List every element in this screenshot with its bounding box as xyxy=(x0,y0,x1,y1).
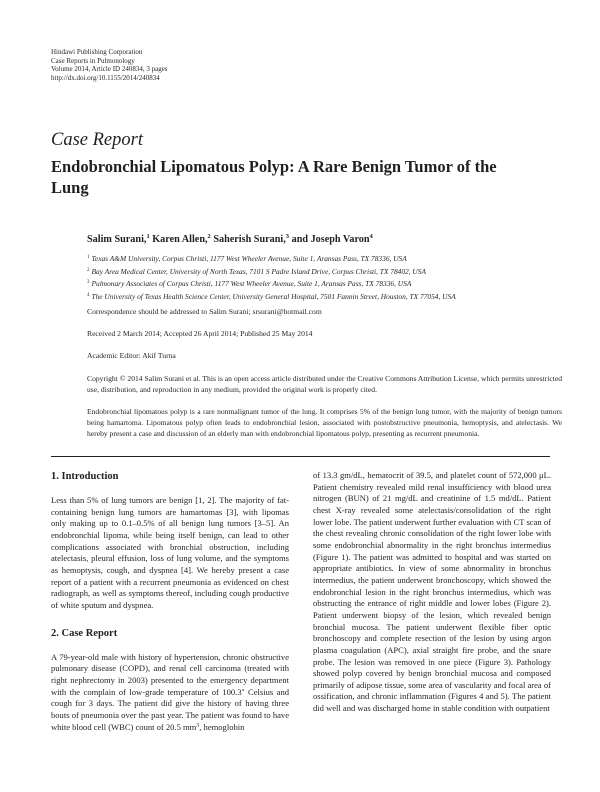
publication-dates: Received 2 March 2014; Accepted 26 April 2014; Published 25 May 2014 xyxy=(87,329,313,338)
journal-name: Case Reports in Pulmonology xyxy=(51,56,135,65)
correspondence-note: Correspondence should be addressed to Salim Surani; srsurani@hotmail.com xyxy=(87,307,322,316)
section-heading-introduction: 1. Introduction xyxy=(51,471,119,482)
author-name: Karen Allen, xyxy=(152,234,208,245)
author-name: Saherish Surani, xyxy=(213,234,286,245)
superscript-mark: 3 xyxy=(196,722,200,729)
case-report-continued: of 13.3 gm/dL, hematocrit of 39.5, and platelet count of 572,000 μL. Patient chemistry revealed mild renal insufficiency with blood urea nitrogen (BUN) of 21 mg/dL and creatinine of 1.5 md/dL. Patient chest X-ray revealed some atelectasis/consolidation of the right lower lobe. The patient underwent further evaluation with CT scan of the chest revealing chronic consolidation of the right lower lobe with some endobronchial abnormality in the right bronchus intermedius (Figure 1). The patient was admitted to hospital and was started on appropriate antibiotics. In view of some abnormality in bronchus intermedius, the patient underwent bronchoscopy, which showed the endobronchial lesion in the right bronchus intermedius, which was obstructing the entrance of right middle and lower lobes (Figure 2). Patient underwent biopsy of the lesion, which revealed benign bronchial mucosa. The patient underwent flexible fiber optic bronchoscopy and complete resection of the lesion by using argon plasma coagulation (APC), axial straight fire probe, and the snare probe. The lesion was removed in one piece (Figure 3). Pathology showed polyp covered by benign bronchial mucosa and composed primarily of adipose tissue, some area of vascularity and focal area of ossification, and chronic inflammation (Figures 4 and 5). The patient did well and was discharged home in stable condition with outpatient xyxy=(313,470,551,714)
author-affiliation-mark: 2 xyxy=(207,233,211,240)
volume-info: Volume 2014, Article ID 240834, 3 pages xyxy=(51,65,168,74)
affiliation-item xyxy=(87,252,557,265)
affiliation-number: 3 xyxy=(87,280,90,286)
section-heading-case-report: 2. Case Report xyxy=(51,627,118,639)
publisher-name: Hindawi Publishing Corporation xyxy=(51,48,143,56)
affiliation-list xyxy=(87,252,557,302)
affiliation-item xyxy=(87,290,557,303)
doi-link[interactable]: http://dx.doi.org/10.1155/2014/240834 xyxy=(51,73,160,82)
section-divider xyxy=(51,456,550,457)
degree-mark: ∘ xyxy=(241,687,245,694)
author-name: Salim Surani, xyxy=(87,234,147,245)
author-affiliation-mark: 4 xyxy=(369,233,373,240)
case-text: A 79-year-old male with history of hypertension, chronic obstructive pulmonary disease (COPD), and renal cell carcinoma (treated with right nephrectomy in 2003) presented to the emergency department with the complain of low-grade temperature of 100.3 xyxy=(51,651,289,697)
abstract-text: Endobronchial lipomatous polyp is a rare nonmalignant tumor of the lung. It comprises 5% of the benign lung tumor, with the majority of benign tumors being hamartoma. Lipomatous polyp often leads to endobronchial lesion, associated with postobstructive pneumonia, hemoptysis, and atelectasis. We hereby present a case and discussion of an elderly man with endobronchial lipomatous polyp, presenting as recurrent pneumonia. xyxy=(87,407,562,438)
author-affiliation-mark: 3 xyxy=(285,233,290,240)
affiliation-text: Texas A&M University, Corpus Christi, 1177 West Wheeler Avenue, Suite 1, Aransas Pass, TX 78336, USA xyxy=(91,254,407,263)
affiliation-text: Pulmonary Associates of Corpus Christi, 1177 West Wheeler Avenue, Suite 1, Aransas Pass, TX 78336, USA xyxy=(91,279,412,289)
affiliation-text: The University of Texas Health Science Center, University General Hospital, 7501 Fannin Street, Houston, TX 77054, USA xyxy=(91,291,456,301)
article-type: Case Report xyxy=(51,130,143,150)
affiliation-number: 1 xyxy=(87,255,90,260)
article-title: Endobronchial Lipomatous Polyp: A Rare Benign Tumor of the Lung xyxy=(51,157,497,197)
academic-editor: Academic Editor: Akif Turna xyxy=(87,351,176,360)
affiliation-text: Bay Area Medical Center, University of North Texas, 7101 S Padre Island Drive, Corpus Christi, TX 78402, USA xyxy=(91,266,426,276)
author-affiliation-mark: 1 xyxy=(146,233,150,240)
affiliation-item xyxy=(87,277,557,290)
case-text: Celsius and cough for 3 days. The patient did give the history of having three bouts of pneumonia over the past year. The patient was found to have white blood cell (WBC) count of 20.5 mm xyxy=(51,686,289,732)
case-text: , hemoglobin xyxy=(199,721,245,732)
author-list xyxy=(87,233,557,245)
author-name: and Joseph Varon xyxy=(291,234,370,245)
affiliation-number: 2 xyxy=(87,267,90,273)
affiliation-number: 4 xyxy=(87,292,90,298)
copyright-notice: Copyright © 2014 Salim Surani et al. This is an open access article distributed under the Creative Commons Attribution License, which permits unrestricted use, distribution, and reproduction in any medium, provided the original work is properly cited. xyxy=(87,374,562,394)
journal-info xyxy=(51,48,168,82)
introduction-paragraph: Less than 5% of lung tumors are benign [1, 2]. The majority of fat-containing benign lung tumors are hamartomas [3], with lipomas only making up to 0.1–0.5% of all benign lung tumors [3–5]. An endobronchial lipoma, while being itself benign, can lead to other complications associated with bronchial obstruction, including atelectasis, pleural effusion, loss of lung volume, and the symptoms as hemoptysis, cough, and dyspnea [4]. We hereby present a case report of a patient with a recurrent pneumonia as evidenced on chest radiograph, as well as symptoms thereof, including cough productive of white sputum and dyspnea. xyxy=(51,495,289,610)
affiliation-item xyxy=(87,265,557,278)
case-report-paragraph xyxy=(51,652,289,734)
left-column xyxy=(51,470,289,733)
right-column xyxy=(313,470,551,715)
